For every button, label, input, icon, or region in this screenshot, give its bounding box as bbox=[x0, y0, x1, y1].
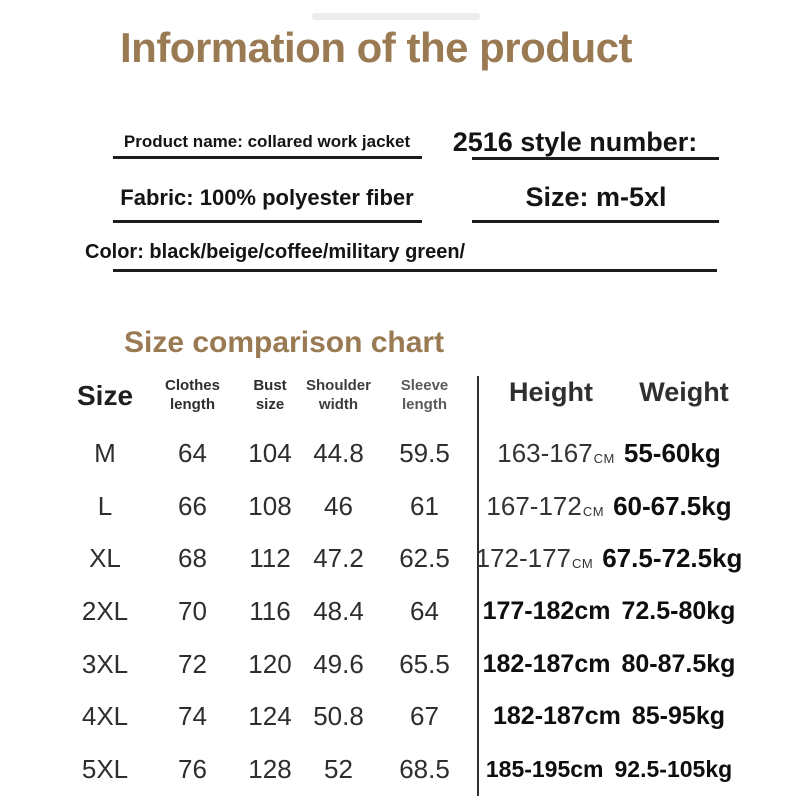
clothes-length-cell: 76 bbox=[178, 753, 207, 784]
sleeve-cell: 65.5 bbox=[399, 648, 450, 679]
style-number-label: 2516 style number: bbox=[452, 127, 698, 157]
weight-cell: 80-87.5kg bbox=[621, 649, 736, 678]
sleeve-cell: 67 bbox=[410, 701, 439, 732]
underline-fabric bbox=[113, 220, 422, 223]
shoulder-cell: 49.6 bbox=[313, 648, 364, 679]
bust-cell: 116 bbox=[249, 595, 291, 626]
underline-size-range bbox=[472, 220, 719, 223]
weight-cell: 85-95kg bbox=[631, 702, 725, 731]
size-table-header bbox=[60, 377, 477, 415]
sleeve-cell: 68.5 bbox=[399, 753, 450, 784]
underline-color bbox=[113, 269, 717, 272]
product-name-label: Product name: collared work jacket bbox=[123, 132, 411, 151]
height-unit: CM bbox=[593, 450, 615, 466]
table-row-xl bbox=[60, 532, 477, 585]
bust-cell: 128 bbox=[248, 753, 292, 784]
height-weight-header bbox=[487, 377, 767, 408]
weight-cell: 55-60kg bbox=[623, 437, 721, 468]
sleeve-cell: 64 bbox=[410, 595, 439, 626]
size-cell: 4XL bbox=[81, 701, 129, 732]
shoulder-cell: 48.4 bbox=[313, 595, 364, 626]
height-weight-row-m bbox=[487, 427, 731, 480]
height-unit: CM bbox=[582, 503, 605, 519]
height-weight-row-3xl bbox=[482, 638, 736, 691]
table-row-l bbox=[60, 480, 477, 533]
height-weight-row-2xl bbox=[482, 585, 736, 638]
bust-cell: 124 bbox=[248, 701, 292, 732]
clothes-length-cell: 68 bbox=[178, 543, 207, 574]
height-weight-row-xl bbox=[475, 532, 743, 585]
table-row-m bbox=[60, 427, 477, 480]
sleeve-cell: 62.5 bbox=[399, 543, 450, 574]
column-header-bust-size: Bust size bbox=[253, 377, 287, 413]
size-cell: 3XL bbox=[81, 648, 129, 679]
color-options-label: Color: black/beige/coffee/military green/ bbox=[85, 241, 466, 263]
column-header-height: Height bbox=[509, 377, 593, 407]
shoulder-cell: 52 bbox=[324, 753, 353, 784]
page-title: Information of the product bbox=[120, 24, 632, 71]
size-cell: M bbox=[94, 437, 116, 468]
column-header-clothes-length: Clothes length bbox=[164, 377, 220, 413]
clothes-length-cell: 66 bbox=[178, 490, 207, 521]
bust-cell: 112 bbox=[249, 543, 291, 574]
weight-cell: 67.5-72.5kg bbox=[602, 543, 743, 574]
height-cell: 182-187cm bbox=[492, 702, 621, 731]
bust-cell: 120 bbox=[248, 648, 292, 679]
height-cell: 167-172 bbox=[486, 490, 582, 521]
height-cell: 172-177 bbox=[475, 543, 571, 574]
height-cell: 185-195cm bbox=[485, 755, 604, 782]
clothes-length-cell: 64 bbox=[178, 437, 207, 468]
column-header-sleeve-length: Sleeve length bbox=[400, 377, 449, 413]
height-cell: 177-182cm bbox=[482, 596, 611, 625]
clothes-length-cell: 74 bbox=[178, 701, 207, 732]
clothes-length-cell: 72 bbox=[178, 648, 207, 679]
weight-cell: 60-67.5kg bbox=[613, 490, 732, 521]
column-header-size: Size bbox=[76, 379, 134, 411]
table-vertical-divider bbox=[477, 376, 479, 796]
height-cell: 163-167 bbox=[497, 437, 593, 468]
height-weight-body bbox=[475, 427, 743, 796]
size-table-body bbox=[60, 427, 477, 796]
height-weight-row-4xl bbox=[487, 690, 731, 743]
weight-cell: 72.5-80kg bbox=[621, 596, 736, 625]
underline-style-number bbox=[472, 157, 719, 160]
sleeve-cell: 59.5 bbox=[399, 437, 450, 468]
table-row-4xl bbox=[60, 690, 477, 743]
column-header-weight: Weight bbox=[639, 377, 729, 407]
size-range-label: Size: m-5xl bbox=[525, 182, 667, 212]
shoulder-cell: 44.8 bbox=[313, 437, 364, 468]
shoulder-cell: 46 bbox=[324, 490, 353, 521]
size-cell: L bbox=[97, 490, 113, 521]
table-row-2xl bbox=[60, 585, 477, 638]
height-weight-row-l bbox=[487, 480, 731, 533]
section-heading: Size comparison chart bbox=[124, 326, 445, 359]
height-weight-row-5xl bbox=[487, 743, 731, 796]
size-cell: XL bbox=[89, 543, 121, 574]
weight-cell: 92.5-105kg bbox=[614, 755, 733, 782]
bust-cell: 104 bbox=[248, 437, 292, 468]
column-header-shoulder-width: Shoulder width bbox=[305, 377, 371, 413]
sleeve-cell: 61 bbox=[410, 490, 439, 521]
underline-product-name bbox=[113, 156, 422, 159]
table-row-3xl bbox=[60, 638, 477, 691]
shoulder-cell: 47.2 bbox=[313, 543, 364, 574]
top-decoration bbox=[312, 13, 480, 20]
size-cell: 5XL bbox=[81, 753, 129, 784]
clothes-length-cell: 70 bbox=[178, 595, 207, 626]
height-unit: CM bbox=[572, 556, 594, 572]
bust-cell: 108 bbox=[248, 490, 292, 521]
table-row-5xl bbox=[60, 743, 477, 796]
fabric-label: Fabric: 100% polyester fiber bbox=[120, 185, 414, 210]
height-cell: 182-187cm bbox=[482, 649, 611, 678]
size-cell: 2XL bbox=[81, 595, 129, 626]
shoulder-cell: 50.8 bbox=[313, 701, 364, 732]
